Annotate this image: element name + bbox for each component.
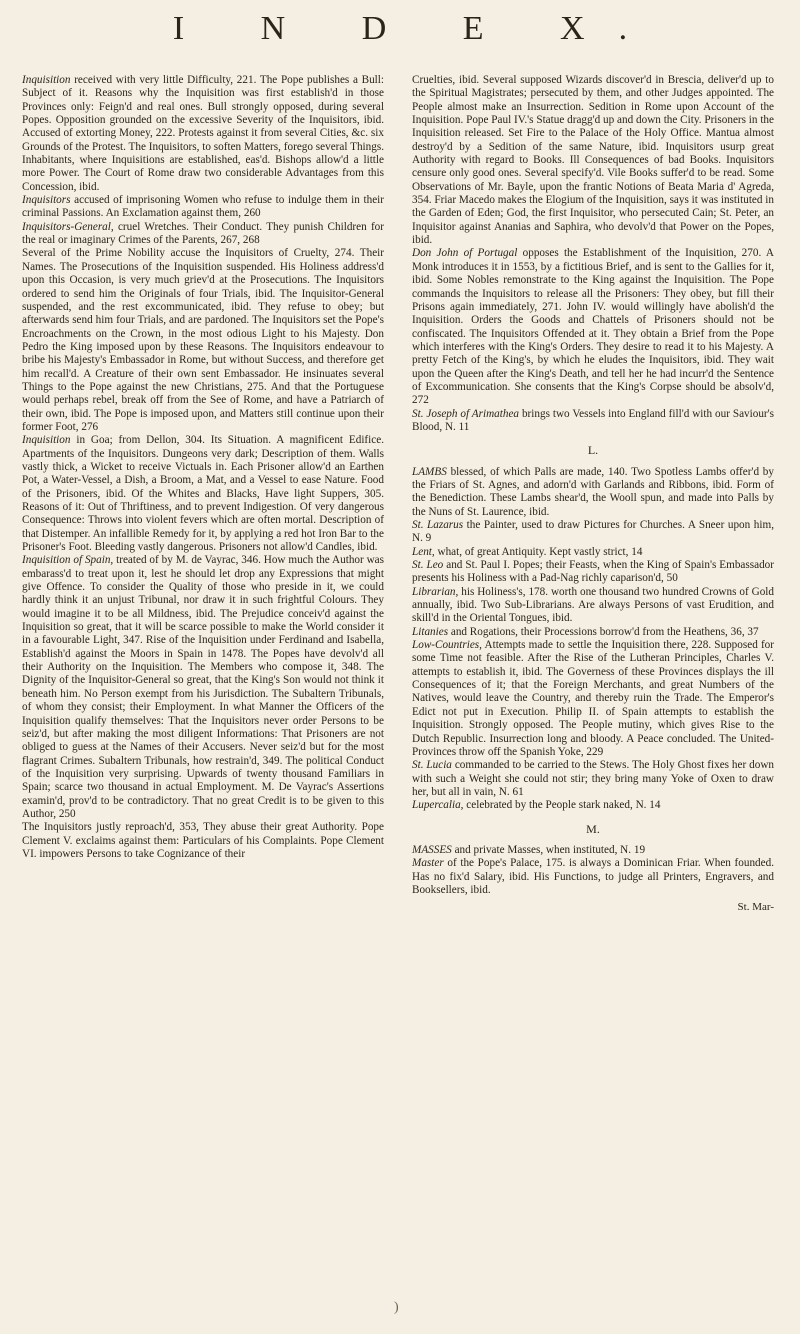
entry-headword: Librarian, [412, 585, 459, 598]
index-entry [412, 466, 774, 519]
entry-text: commanded to be carried to the Stews. The Holy Ghost fixes her down with such a Weight she could not stir; they bring many Yoke of Oxen to draw her, but all in vain, N. 61 [412, 759, 775, 798]
entry-text: opposes the Establishment of the Inquisition, 270. A Monk introduces it in 1553, by a fictitious Brief, and is sent to the Gallies for it, ibid. Some Nobles remonstrate to the King against the Inquisition. The Pope commands the Inquisitors to release all the Prisoners: They obey, but fill their Prisons again immediately, 271. John IV. would willingly have abolish'd the Inquisition. Orders the Goods and Chattels of Prisoners should not be confiscated. The Inquisitors Offended at it. They obtain a Brief from the Pope which interferes with the King's Orders. They desire to read it to his Majesty. A pretty Fetch of the King's, by which he eludes the Inquisitors, ibid. They wait upon the Queen after the King's Death, and tell her he had incurr'd the Sentence of Excommunication. She consents that the King's Corpse should be absolv'd, 272 [412, 247, 774, 407]
entry-text: in Goa; from Dellon, 304. Its Situation. A magnificent Edifice. Apartments of the Inquisitors. Dungeons very dark; Description of them. Walls vastly thick, a Wicket to receive Victuals in. Each Prisoner allow'd an Earthen Pot, a Water-Vessel, a Dish, a Broom, a Mat, and a Vessel to ease Nature. Food of the Prisoners, ibid. Of the Whites and Blacks, Have light Suppers, 305. Reasons of it: Out of Thriftiness, and to prevent Indigestion. Of very dangerous Consequence: Throws into violent fevers which are often mortal. Description of that Distemper. An infallible Remedy for it, by applying a red hot Iron Bar to the Prisoner's Foot. Bleeding vastly dangerous. Prisoners not allow'd Candles, ibid. [22, 434, 384, 554]
index-entry [412, 586, 774, 626]
entry-text: his Holiness's, 178. worth one thousand two hundred Crowns of Gold annually, ibid. Two Sub-Librarians. Are always Persons of vast Erudition, and skill'd in the Oriental Tongues, ibid. [412, 585, 774, 625]
index-entry [22, 554, 384, 821]
index-entry [22, 221, 384, 248]
index-entry [22, 434, 384, 554]
left-column [22, 74, 384, 861]
entry-text: accused of imprisoning Women who refuse to indulge them in their criminal Passions. An Exclamation against them, 260 [22, 194, 385, 220]
section-letter: M. [586, 821, 600, 836]
entry-text: and private Masses, when instituted, N. 19 [454, 843, 646, 856]
entry-headword: Inquisition [22, 434, 71, 447]
entry-text: Attempts made to settle the Inquisition there, 228. Supposed for some Time not feasible. After the Rise of the Lutheran Principles, Charles V. attempts to establish it, ibid. The Governess of these Provinces displays the ill Consequences of it; that the Foreign Merchants, and great Numbers of the Natives, would leave the Country, and thereby ruin the Trade. The Emperor's Edict not put in Execution. Philip II. of Spain attempts to establish the Inquisition. Strongly opposed. The People mutiny, which gives Rise to the Dutch Republic. Insurrection long and bloody. A Peace concluded. The United-Provinces throw off the Spanish Yoke, 229 [412, 639, 774, 758]
entry-headword: Litanies [412, 625, 449, 638]
catchword: St. Mar- [737, 901, 774, 914]
entry-headword: Don John of Portugal [412, 247, 518, 260]
page-header: I N D E X. [172, 10, 662, 47]
entry-text: cruel Wretches. Their Conduct. They punish Children for the real or imaginary Crimes of the Parents, 267, 268 [22, 220, 385, 247]
entry-text: treated of by M. de Vayrac, 346. How much the Author was embarass'd to treat upon it, lest he should let drop any Expressions that might give Offence. To consider the Quality of those who preside in it, we could hardly think it an unjust Tribunal, nor draw it in such frightful Colours. They would imagine it to be all Mildness, ibid. The Prejudice conceiv'd against the Inquisition so great, that it will be scarce possible to make the World consider it in a favourable Light, 347. Rise of the Inquisition under Ferdinand and Isabella, Establish'd against the Moors in Spain in 1478. The Popes have devolv'd all their Authority on the Inquisition. The Members who compose it, 348. The Dignity of the Inquisitor-General so great, that the King's Son would not think it beneath him. No Person exempt from his Jurisdiction. The Subaltern Tribunals, of whom they consist; their Employment. In what Manner the Officers of the Inquisition qualify themselves: That the Inquisitors never order Persons to be seiz'd, but after making the most diligent Informations: That Prisoners are not obliged to guess at the Names of their Accusers. Never seiz'd but for the most flagrant Crimes. Subaltern Tribunals, how restrain'd, 349. The political Conduct of the Inquisition very surprising. Upwards of twenty thousand Familiars in Spain; scarce two thousand in actual Employment. M. De Vayrac's Assertions examin'd, prov'd to be contradictory. That no great Credit is to be given to this Author, 250 [22, 554, 385, 820]
entry-text: the Painter, used to draw Pictures for Churches. A Sneer upon him, N. 9 [412, 519, 774, 545]
index-entry [412, 408, 774, 435]
entry-headword: MASSES [412, 843, 452, 856]
index-entry [22, 247, 384, 434]
index-entry [412, 559, 774, 586]
entry-text: Cruelties, ibid. Several supposed Wizards discover'd in Brescia, deliver'd up to the Spiritual Magistrates; persecuted by them, and other Judges appointed. The People almost make an Insurrection. Sedition in Rome upon Account of the Inquisition. Pope Paul IV.'s Statue dragg'd up and down the City. Prisoners in the Inquisition released. Set Fire to the Palace of the Holy Office. Mantua almost destroy'd by a Sedition of the same Nature, ibid. Inquisitors usurp great Authority with regard to Books. Ill Consequences of bad Books. Inquisitors censure only good ones. Several specify'd. Vile Books suffer'd to be read. Some Observations of Mr. Bayle, upon the frantic Notions of Beata Maria d' Agreda, 354. Friar Macedo makes the Elogium of the Inquisition, says it was instituted in the Garden of Eden; God, the first Inquisitor, who persecuted Cain; St. Peter, an Inquisitor against Ananias and Saphira, who devolv'd that Power on the Popes, ibid. [412, 74, 774, 247]
entry-headword: St. Lucia [412, 759, 452, 772]
index-entry [412, 639, 774, 759]
entry-headword: LAMBS [412, 465, 447, 478]
index-entry [22, 821, 384, 861]
index-entry [412, 844, 774, 857]
entry-text: brings two Vessels into England fill'd with our Saviour's Blood, N. 11 [412, 407, 775, 433]
entry-headword: Lupercalia, [412, 799, 464, 812]
entry-text: The Inquisitors justly reproach'd, 353, They abuse their great Authority. Pope Clement V. exclaims against them: Particulars of his Complaints. Pope Clement VI. impowers Persons to take Cognizance of their [22, 821, 384, 860]
entry-text: Several of the Prime Nobility accuse the Inquisitors of Cruelty, 274. Their Names. The Prosecutions of the Inquisition suspended. His Holiness address'd upon this Occasion, is very much griev'd at the Prosecutions. The Inquisitors ordered to send him the Originals of four Trials, ibid. The Inquisitor-General suspended, and the rest excommunicated, ibid. They refuse to obey; but afterwards send him four Trials, and are pardoned. The Inquisitors set the Pope's Encroachments on the Crown, in the most odious Light to his Majesty. Don Pedro the King imposed upon by these Reasons. The Inquisitors endeavour to bribe his Majesty's Embassador in Rome, but without Success, and therefore get him recall'd. A Creature of their own sent Embassador. He insinuates several Things to the Pope against the new Christians, 275. And that the Portuguese would perhaps rebel, break off from the See of Rome, and have a Patriarch of their own, ibid. The Pope is imposed upon, and Matters still continue upon their former Foot, 276 [22, 247, 384, 433]
entry-headword: Inquisitors-General, [22, 220, 114, 233]
entry-headword: Inquisition of Spain, [22, 554, 114, 567]
entry-text: and St. Paul I. Popes; their Feasts, when the King of Spain's Embassador presents his Holiness with a Pad-Nag richly caparison'd, 50 [412, 559, 774, 585]
right-column [412, 74, 774, 915]
index-entry [412, 857, 774, 897]
section-letter: L. [587, 443, 599, 458]
index-entry [412, 626, 774, 639]
entry-text: celebrated by the People stark naked, N. 14 [466, 799, 661, 812]
entry-headword: Master [412, 857, 444, 870]
entry-headword: St. Lazarus [412, 519, 464, 531]
entry-text: received with very little Difficulty, 221. The Pope publishes a Bull: Subject of it. Reasons why the Inquisition was first establish'd in those Provinces only: Feign'd and real ones. Bull strongly opposed, during several Popes. Opposition grounded on the excessive Severity of the Inquisitors, ibid. Accused of extorting Money, 222. Protests against it from several Cities, &c. six Grounds of the Protest. The Inquisitors, to soften Matters, forego several Things. Inhabitants, where Inquisitions are established, eas'd. Bishops allow'd a little more Power. The Court of Rome draw two considerable Advantages from this Concession, ibid. [22, 74, 385, 193]
index-entry [22, 74, 384, 194]
entry-headword: St. Leo [412, 559, 444, 572]
entry-text: of the Pope's Palace, 175. is always a Dominican Friar. When founded. Has no fix'd Salary, ibid. His Functions, to judge all Printers, Engravers, and Booksellers, ibid. [412, 857, 775, 896]
entry-text: what, of great Antiquity. Kept vastly strict, 14 [437, 545, 643, 558]
index-entry [22, 194, 384, 221]
page-footer-mark: ) [394, 1300, 399, 1315]
entry-headword: Inquisitors [22, 194, 71, 207]
entry-headword: St. Joseph of Arimathea [412, 407, 520, 420]
entry-headword: Low-Countries, [412, 639, 482, 652]
entry-text: blessed, of which Palls are made, 140. Two Spotless Lambs offer'd by the Friars of St. Agnes, and adorn'd with Garlands and Ribbons, ibid. Form of the Benediction. These Lambs shear'd, the Wooll spun, and made into Palls by the Nuns of St. Laurence, ibid. [412, 465, 774, 518]
index-entry [412, 519, 774, 546]
entry-headword: Inquisition [22, 74, 71, 86]
index-entry [412, 546, 774, 559]
index-entry [412, 759, 774, 799]
entry-text: and Rogations, their Processions borrow'd from the Heathens, 36, 37 [450, 625, 759, 638]
index-entry [412, 799, 774, 812]
index-entry [412, 247, 774, 407]
index-entry [412, 74, 774, 247]
entry-headword: Lent, [412, 545, 435, 558]
